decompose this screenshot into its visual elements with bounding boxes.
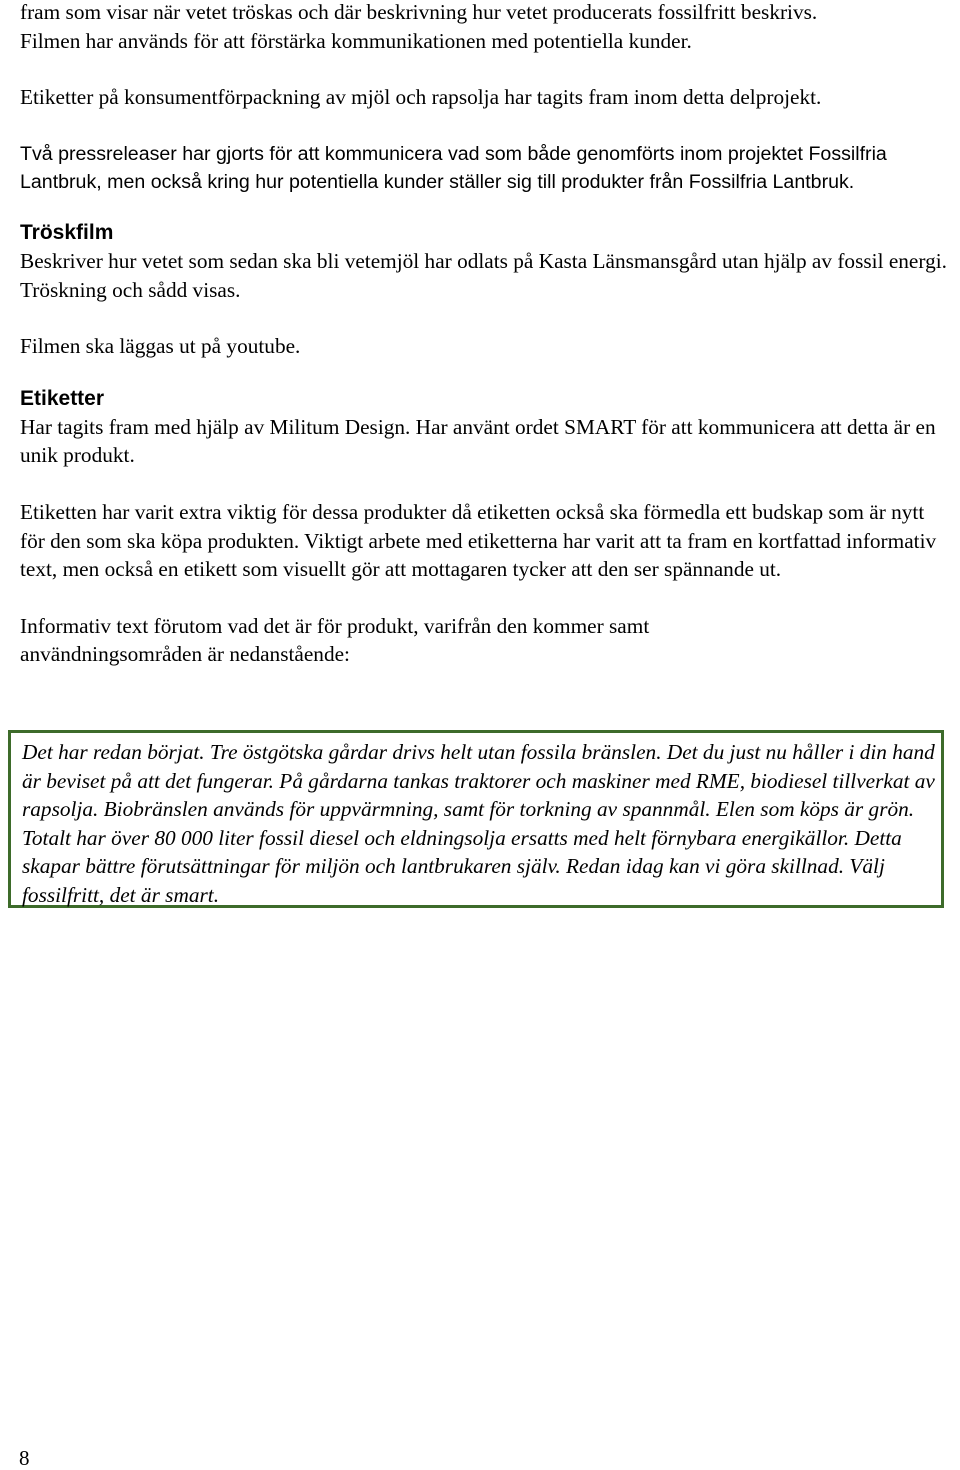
page-number: 8 [19,1446,30,1470]
document-page [20,0,950,669]
labels-heading: Etiketter [20,386,105,410]
film-body: Beskriver hur vetet som sedan ska bli vetemjöl har odlats på Kasta Länsmansgård utan hjälp av fossil energi. Tröskning och sådd visas. [20,248,947,302]
film-heading: Tröskfilm [20,220,114,244]
intro-line-2: Filmen har används för att förstärka kommunikationen med potentiella kunder. [20,28,692,53]
film-note: Filmen ska läggas ut på youtube. [20,334,301,359]
labels-note: Etiketter på konsumentförpackning av mjöl och rapsolja har tagits fram inom detta delprojekt. [20,85,822,110]
press-paragraph: Två pressreleaser har gjorts för att kommunicera vad som både genomförts inom projektet Fossilfria Lantbruk, men också kring hur potentiella kunder ställer sig till produkter från Fossilfria Lantbruk. [20,142,887,194]
quote-box [8,730,944,908]
labels-body-2: Etiketten har varit extra viktig för dessa produkter då etiketten också ska förmedla ett budskap som är nytt för den som ska köpa produkten. Viktigt arbete med etiketterna har varit att ta fram en kortfattad informativ text, men också en etikett som visuellt gör att mottagaren tycker att den ser spännande ut. [20,499,937,582]
quote-text: Det har redan börjat. Tre östgötska gårdar drivs helt utan fossila bränslen. Det du just nu håller i din hand är beviset på att det fungerar. På gårdarna tankas traktorer och maskiner med RME, biodiesel tillverkat av rapsolja. Biobränslen används för uppvärmning, samt för torkning av spannmål. Elen som köps är grön. Totalt har över 80 000 liter fossil diesel och eldningsolja ersatts med helt förnybara energikällor. Detta skapar bättre förutsättningar för miljön och lantbrukaren själv. Redan idag kan vi göra skillnad. Välj fossilfritt, det är smart. [22,740,935,907]
intro-line-1: fram som visar när vetet tröskas och där beskrivning hur vetet producerats fossilfritt beskrivs. [20,0,818,24]
labels-body-1: Har tagits fram med hjälp av Militum Design. Har använt ordet SMART för att kommunicera att detta är en unik produkt. [20,414,936,468]
labels-body-3: Informativ text förutom vad det är för produkt, varifrån den kommer samt användningsområden är nedanstående: [20,613,650,667]
